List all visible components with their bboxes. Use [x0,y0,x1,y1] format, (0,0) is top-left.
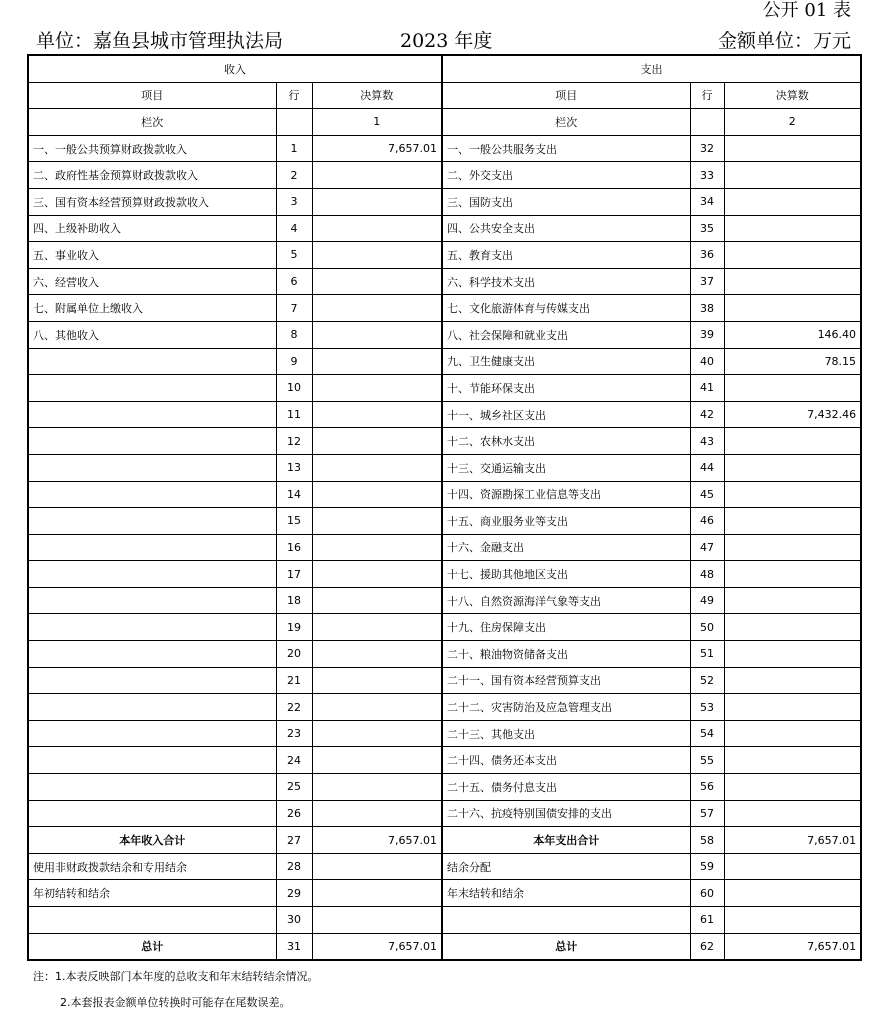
expenditure-item-cell: 六、科学技术支出 [442,268,690,295]
expenditure-row-number-cell: 45 [690,481,724,508]
income-item-cell [28,534,276,561]
expenditure-amount-header: 决算数 [724,82,861,109]
table-row [28,321,861,348]
expenditure-amount-cell: 7,657.01 [724,933,861,960]
column-header-row [28,82,861,109]
income-amount-cell [312,907,442,934]
income-item-cell [28,747,276,774]
income-item-cell: 二、政府性基金预算财政拨款收入 [28,162,276,189]
income-amount-cell [312,215,442,242]
table-row [28,162,861,189]
expenditure-item-cell: 九、卫生健康支出 [442,348,690,375]
income-amount-cell [312,561,442,588]
income-amount-cell [312,375,442,402]
expenditure-row-number-cell: 53 [690,694,724,721]
income-column-order: 栏次 [28,109,276,136]
expenditure-column-order: 栏次 [442,109,690,136]
expenditure-item-cell: 本年支出合计 [442,827,690,854]
income-row-number-cell: 27 [276,827,312,854]
income-row-number-cell: 10 [276,375,312,402]
income-amount-cell: 7,657.01 [312,933,442,960]
income-row-number-cell: 30 [276,907,312,934]
table-row [28,188,861,215]
expenditure-item-cell: 十三、交通运输支出 [442,454,690,481]
income-row-number-cell: 13 [276,454,312,481]
expenditure-row-number-cell: 57 [690,800,724,827]
expenditure-amount-cell [724,215,861,242]
expenditure-row-number-cell: 59 [690,853,724,880]
income-amount-cell [312,880,442,907]
income-row-header: 行 [276,82,312,109]
table-row [28,295,861,322]
expenditure-row-number-cell: 61 [690,907,724,934]
expenditure-amount-cell [724,614,861,641]
expenditure-amount-cell [724,135,861,162]
expenditure-amount-cell [724,481,861,508]
expenditure-amount-cell: 146.40 [724,321,861,348]
table-row [28,720,861,747]
expenditure-item-cell: 结余分配 [442,853,690,880]
expenditure-item-cell [442,907,690,934]
column-order-row [28,109,861,136]
expenditure-row-number-cell: 33 [690,162,724,189]
income-amount-cell [312,401,442,428]
table-row [28,667,861,694]
income-item-cell: 使用非财政拨款结余和专用结余 [28,853,276,880]
income-amount-cell [312,587,442,614]
income-item-cell: 六、经营收入 [28,268,276,295]
income-row-number-cell: 20 [276,641,312,668]
income-amount-cell [312,295,442,322]
expenditure-item-cell: 三、国防支出 [442,188,690,215]
income-amount-cell [312,188,442,215]
income-row-number-cell: 14 [276,481,312,508]
income-row-number-cell: 12 [276,428,312,455]
income-amount-cell [312,348,442,375]
income-item-cell: 本年收入合计 [28,827,276,854]
income-item-header: 项目 [28,82,276,109]
income-row-number-cell: 21 [276,667,312,694]
expenditure-item-cell: 二十六、抗疫特别国债安排的支出 [442,800,690,827]
expenditure-amount-cell [724,534,861,561]
income-item-cell: 四、上级补助收入 [28,215,276,242]
expenditure-row-number-cell: 43 [690,428,724,455]
expenditure-item-cell: 二十二、灾害防治及应急管理支出 [442,694,690,721]
expenditure-item-cell: 年末结转和结余 [442,880,690,907]
table-row [28,587,861,614]
income-item-cell [28,481,276,508]
expenditure-item-cell: 十四、资源勘探工业信息等支出 [442,481,690,508]
table-row [28,853,861,880]
income-amount-cell: 7,657.01 [312,827,442,854]
expenditure-item-cell: 八、社会保障和就业支出 [442,321,690,348]
expenditure-amount-cell [724,454,861,481]
income-row-number-cell: 31 [276,933,312,960]
table-row [28,747,861,774]
income-row-number-cell: 16 [276,534,312,561]
income-item-cell: 七、附属单位上缴收入 [28,295,276,322]
income-amount-cell [312,481,442,508]
income-row-number-cell: 28 [276,853,312,880]
income-amount-cell [312,454,442,481]
expenditure-row-number-cell: 40 [690,348,724,375]
expenditure-row-number-cell: 54 [690,720,724,747]
expenditure-amount-cell [724,508,861,535]
income-amount-cell [312,268,442,295]
income-amount-cell [312,162,442,189]
income-amount-cell [312,774,442,801]
income-item-cell [28,720,276,747]
expenditure-row-number-cell: 62 [690,933,724,960]
expenditure-amount-cell [724,375,861,402]
table-row [28,827,861,854]
expenditure-item-cell: 十六、金融支出 [442,534,690,561]
expenditure-item-cell: 十七、援助其他地区支出 [442,561,690,588]
expenditure-amount-cell [724,561,861,588]
table-row [28,454,861,481]
section-header-row [28,55,861,82]
income-item-cell: 总计 [28,933,276,960]
income-amount-cell [312,694,442,721]
income-amount-cell [312,853,442,880]
expenditure-row-number-cell: 32 [690,135,724,162]
table-row [28,401,861,428]
expenditure-item-cell: 总计 [442,933,690,960]
income-item-cell [28,667,276,694]
table-row [28,135,861,162]
expenditure-amount-cell [724,694,861,721]
income-section-header: 收入 [28,55,442,82]
table-row [28,641,861,668]
expenditure-item-cell: 十一、城乡社区支出 [442,401,690,428]
income-amount-cell: 7,657.01 [312,135,442,162]
income-item-cell: 年初结转和结余 [28,880,276,907]
expenditure-item-cell: 二十三、其他支出 [442,720,690,747]
expenditure-row-number-cell: 52 [690,667,724,694]
income-item-cell [28,907,276,934]
income-item-cell [28,800,276,827]
income-row-blank [276,109,312,136]
income-item-cell [28,774,276,801]
expenditure-row-number-cell: 60 [690,880,724,907]
table-row [28,534,861,561]
note-2: 2.本套报表金额单位转换时可能存在尾数误差。 [60,996,291,1009]
table-row [28,614,861,641]
income-item-cell [28,401,276,428]
form-code: 公开 01 表 [762,0,851,21]
expenditure-row-number-cell: 42 [690,401,724,428]
expenditure-amount-cell [724,720,861,747]
notes [33,964,319,1016]
expenditure-amount-cell [724,907,861,934]
expenditure-amount-cell [724,587,861,614]
expenditure-amount-cell [724,667,861,694]
expenditure-col-number: 2 [724,109,861,136]
expenditure-item-cell: 二十、粮油物资储备支出 [442,641,690,668]
income-amount-header: 决算数 [312,82,442,109]
income-amount-cell [312,614,442,641]
table-row [28,694,861,721]
income-item-cell [28,428,276,455]
table-row [28,880,861,907]
expenditure-item-cell: 十二、农林水支出 [442,428,690,455]
income-amount-cell [312,720,442,747]
expenditure-row-blank [690,109,724,136]
expenditure-row-number-cell: 55 [690,747,724,774]
expenditure-item-cell: 七、文化旅游体育与传媒支出 [442,295,690,322]
income-row-number-cell: 3 [276,188,312,215]
expenditure-row-number-cell: 38 [690,295,724,322]
expenditure-amount-cell: 7,432.46 [724,401,861,428]
income-amount-cell [312,242,442,269]
income-row-number-cell: 23 [276,720,312,747]
expenditure-item-cell: 一、一般公共服务支出 [442,135,690,162]
income-amount-cell [312,428,442,455]
income-row-number-cell: 22 [276,694,312,721]
income-amount-cell [312,321,442,348]
expenditure-item-cell: 十五、商业服务业等支出 [442,508,690,535]
income-item-cell [28,587,276,614]
expenditure-row-number-cell: 39 [690,321,724,348]
unit-name: 单位：嘉鱼县城市管理执法局 [36,30,284,52]
table-row [28,375,861,402]
expenditure-item-cell: 二、外交支出 [442,162,690,189]
income-row-number-cell: 29 [276,880,312,907]
note-1: 注：1.本表反映部门本年度的总收支和年末结转结余情况。 [33,970,319,983]
table-row [28,800,861,827]
expenditure-row-number-cell: 58 [690,827,724,854]
expenditure-row-number-cell: 44 [690,454,724,481]
income-amount-cell [312,534,442,561]
table-row [28,215,861,242]
expenditure-item-header: 项目 [442,82,690,109]
expenditure-row-number-cell: 46 [690,508,724,535]
table-row [28,774,861,801]
table-row [28,907,861,934]
income-row-number-cell: 4 [276,215,312,242]
income-row-number-cell: 7 [276,295,312,322]
expenditure-amount-cell [724,268,861,295]
income-row-number-cell: 17 [276,561,312,588]
income-item-cell [28,641,276,668]
expenditure-row-number-cell: 34 [690,188,724,215]
expenditure-row-number-cell: 47 [690,534,724,561]
expenditure-amount-cell [724,800,861,827]
income-amount-cell [312,641,442,668]
expenditure-row-number-cell: 49 [690,587,724,614]
income-item-cell: 五、事业收入 [28,242,276,269]
income-row-number-cell: 25 [276,774,312,801]
expenditure-amount-cell [724,242,861,269]
expenditure-row-number-cell: 36 [690,242,724,269]
income-item-cell [28,614,276,641]
expenditure-row-number-cell: 51 [690,641,724,668]
income-row-number-cell: 1 [276,135,312,162]
income-amount-cell [312,667,442,694]
expenditure-amount-cell [724,295,861,322]
table-row [28,508,861,535]
expenditure-amount-cell [724,880,861,907]
income-item-cell: 一、一般公共预算财政拨款收入 [28,135,276,162]
expenditure-amount-cell [724,162,861,189]
expenditure-amount-cell [724,774,861,801]
expenditure-amount-cell: 7,657.01 [724,827,861,854]
table-row [28,242,861,269]
expenditure-amount-cell [724,428,861,455]
income-col-number: 1 [312,109,442,136]
table-row [28,481,861,508]
expenditure-item-cell: 十八、自然资源海洋气象等支出 [442,587,690,614]
table-row [28,428,861,455]
expenditure-row-number-cell: 37 [690,268,724,295]
table-row [28,348,861,375]
income-row-number-cell: 18 [276,587,312,614]
income-row-number-cell: 6 [276,268,312,295]
expenditure-row-number-cell: 35 [690,215,724,242]
income-item-cell [28,694,276,721]
income-amount-cell [312,800,442,827]
expenditure-row-number-cell: 56 [690,774,724,801]
expenditure-item-cell: 二十一、国有资本经营预算支出 [442,667,690,694]
income-row-number-cell: 24 [276,747,312,774]
income-row-number-cell: 5 [276,242,312,269]
table-row [28,933,861,960]
expenditure-item-cell: 十、节能环保支出 [442,375,690,402]
income-row-number-cell: 8 [276,321,312,348]
income-item-cell: 三、国有资本经营预算财政拨款收入 [28,188,276,215]
expenditure-row-header: 行 [690,82,724,109]
expenditure-amount-cell [724,641,861,668]
income-item-cell [28,561,276,588]
expenditure-row-number-cell: 50 [690,614,724,641]
expenditure-amount-cell [724,747,861,774]
fiscal-year: 2023 年度 [400,30,493,52]
expenditure-item-cell: 五、教育支出 [442,242,690,269]
income-item-cell: 八、其他收入 [28,321,276,348]
expenditure-row-number-cell: 48 [690,561,724,588]
income-item-cell [28,508,276,535]
income-item-cell [28,348,276,375]
income-row-number-cell: 26 [276,800,312,827]
income-row-number-cell: 9 [276,348,312,375]
expenditure-amount-cell: 78.15 [724,348,861,375]
expenditure-section-header: 支出 [442,55,861,82]
income-amount-cell [312,747,442,774]
income-item-cell [28,454,276,481]
expenditure-row-number-cell: 41 [690,375,724,402]
expenditure-item-cell: 四、公共安全支出 [442,215,690,242]
income-item-cell [28,375,276,402]
income-row-number-cell: 11 [276,401,312,428]
table-row [28,561,861,588]
income-row-number-cell: 15 [276,508,312,535]
expenditure-item-cell: 二十五、债务付息支出 [442,774,690,801]
expenditure-amount-cell [724,188,861,215]
income-expenditure-table [27,54,862,961]
table-row [28,268,861,295]
expenditure-item-cell: 十九、住房保障支出 [442,614,690,641]
expenditure-amount-cell [724,853,861,880]
amount-unit: 金额单位：万元 [717,30,851,52]
income-amount-cell [312,508,442,535]
expenditure-item-cell: 二十四、债务还本支出 [442,747,690,774]
income-row-number-cell: 19 [276,614,312,641]
income-row-number-cell: 2 [276,162,312,189]
